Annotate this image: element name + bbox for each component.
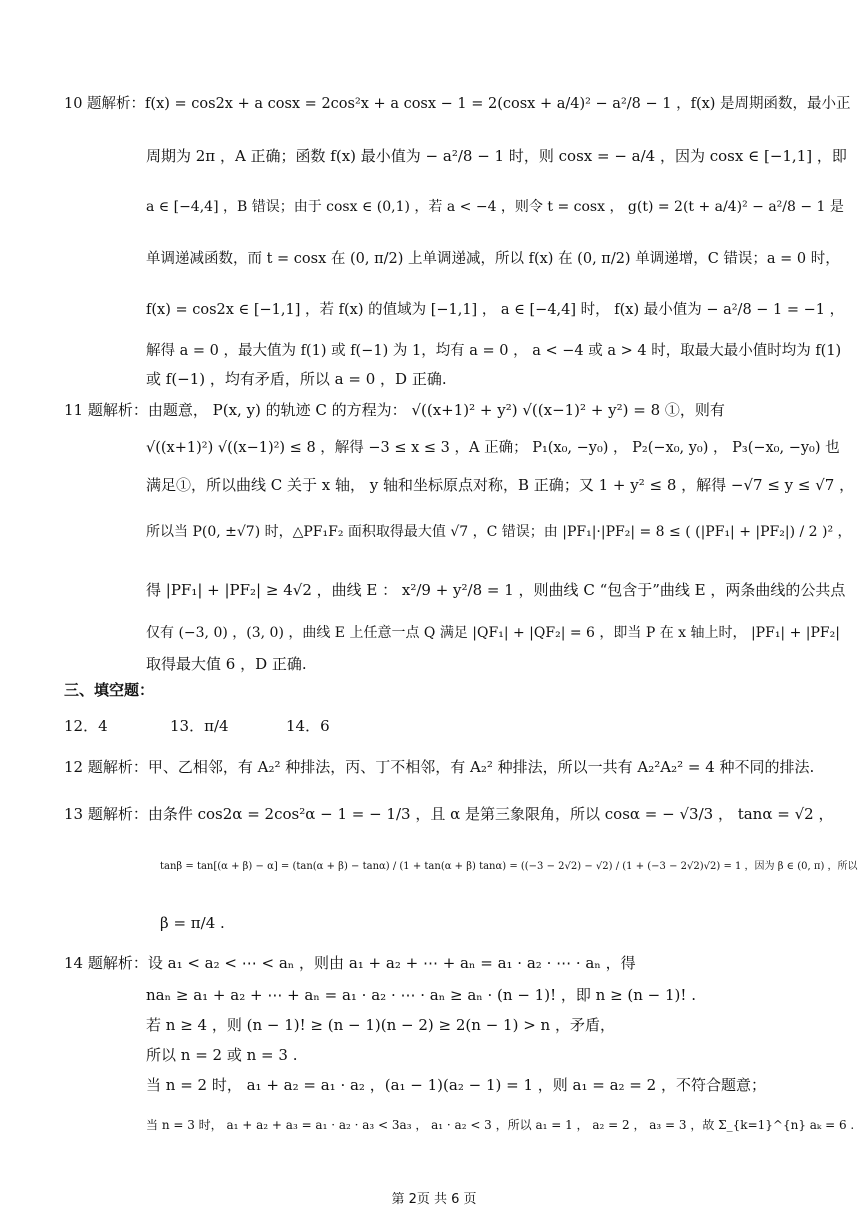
answer-12: 12．4 <box>64 717 108 735</box>
q10-line-2: 周期为 2π ，A 正确；函数 f(x) 最小值为 − a²/8 − 1 时，则 cosx = − a/4 ，因为 cosx ∈ [−1,1] ，即 <box>146 147 847 165</box>
q10-line-6: 解得 a = 0 ，最大值为 f(1) 或 f(−1) 为 1，均有 a = 0 ， a < −4 或 a > 4 时，取最大最小值时均为 f(1) <box>146 343 842 359</box>
q10-line-1: 10 题解析：f(x) = cos2x + a cosx = 2cos²x + a cosx − 1 = 2(cosx + a/4)² − a²/8 − 1 ，f(x) 是周期函数，最小正 <box>64 96 851 112</box>
q11-line-6: 仅有 (−3, 0) ，(3, 0) ，曲线 E 上任意一点 Q 满足 |QF₁| + |QF₂| = 6 ，即当 P 在 x 轴上时， |PF₁| + |PF₂| <box>146 625 840 641</box>
q10-line-4: 单调递减函数，而 t = cosx 在 (0, π/2) 上单调递减，所以 f(x) 在 (0, π/2) 单调递增，C 错误；a = 0 时， <box>146 251 840 267</box>
q14-line-4: 所以 n = 2 或 n = 3 . <box>146 1046 298 1064</box>
q14-line-1: 14 题解析：设 a₁ < a₂ < ⋯ < aₙ ，则由 a₁ + a₂ + ⋯ + aₙ = a₁ · a₂ · ⋯ · aₙ ，得 <box>64 954 636 972</box>
q11-line-7: 取得最大值 6 ，D 正确. <box>146 655 307 673</box>
q10-line-7: 或 f(−1) ，均有矛盾，所以 a = 0 ，D 正确. <box>146 370 447 388</box>
answer-14: 14．6 <box>286 717 330 735</box>
q14-line-6: 当 n = 3 时， a₁ + a₂ + a₃ = a₁ · a₂ · a₃ < 3a₃ ， a₁ · a₂ < 3 ，所以 a₁ = 1 ， a₂ = 2 ， a₃ = 3 ，故 Σ_{k=1}^{n} aₖ = 6 . <box>146 1118 855 1132</box>
q14-line-2: naₙ ≥ a₁ + a₂ + ⋯ + aₙ = a₁ · a₂ · ⋯ · aₙ ≥ aₙ · (n − 1)! ，即 n ≥ (n − 1)! . <box>146 986 696 1004</box>
q13-line-1: 13 题解析：由条件 cos2α = 2cos²α − 1 = − 1/3 ，且 α 是第三象限角，所以 cosα = − √3/3 ， tanα = √2 ， <box>64 805 834 823</box>
q13-line-2: tanβ = tan[(α + β) − α] = (tan(α + β) − tanα) / (1 + tan(α + β) tanα) = ((−3 − 2√2) − √2) / (1 + (−3 − 2√2)√2) = 1 ，因为 β ∈ (0, π) ，所以 <box>160 861 858 872</box>
section-heading-fill-in: 三、填空题： <box>64 681 155 699</box>
q14-line-3: 若 n ≥ 4 ，则 (n − 1)! ≥ (n − 1)(n − 2) ≥ 2(n − 1) > n ，矛盾， <box>146 1016 615 1034</box>
q12-line-1: 12 题解析：甲、乙相邻，有 A₂² 种排法，丙、丁不相邻，有 A₂² 种排法，所以一共有 A₂²A₂² = 4 种不同的排法. <box>64 758 815 776</box>
q13-line-3: β = π/4 . <box>160 914 225 932</box>
q11-line-4: 所以当 P(0, ±√7) 时，△PF₁F₂ 面积取得最大值 √7 ，C 错误；由 |PF₁|·|PF₂| = 8 ≤ ( (|PF₁| + |PF₂|) / 2 )² ， <box>146 524 852 540</box>
q11-line-1: 11 题解析：由题意， P(x, y) 的轨迹 C 的方程为： √((x+1)² + y²) √((x−1)² + y²) = 8 ①，则有 <box>64 401 725 419</box>
q11-line-2: √((x+1)²) √((x−1)²) ≤ 8 ，解得 −3 ≤ x ≤ 3 ，A 正确； P₁(x₀, −y₀) ， P₂(−x₀, y₀) ， P₃(−x₀, −y₀) 也 <box>146 440 840 456</box>
page-footer: 第 2页 共 6 页 <box>391 1192 477 1207</box>
q11-line-5: 得 |PF₁| + |PF₂| ≥ 4√2 ，曲线 E ： x²/9 + y²/8 = 1 ，则曲线 C “包含于”曲线 E ，两条曲线的公共点 <box>146 581 846 599</box>
answer-13: 13．π/4 <box>170 717 229 735</box>
q10-line-3: a ∈ [−4,4] ，B 错误；由于 cosx ∈ (0,1) ，若 a < −4 ，则令 t = cosx ， g(t) = 2(t + a/4)² − a²/8 − 1 是 <box>146 199 844 215</box>
q14-line-5: 当 n = 2 时， a₁ + a₂ = a₁ · a₂ ，(a₁ − 1)(a₂ − 1) = 1 ，则 a₁ = a₂ = 2 ，不符合题意； <box>146 1076 766 1094</box>
q10-line-5: f(x) = cos2x ∈ [−1,1] ，若 f(x) 的值域为 [−1,1] ， a ∈ [−4,4] 时， f(x) 最小值为 − a²/8 − 1 = −1 ， <box>146 302 845 318</box>
q11-line-3: 满足①，所以曲线 C 关于 x 轴， y 轴和坐标原点对称，B 正确；又 1 + y² ≤ 8 ，解得 −√7 ≤ y ≤ √7 ， <box>146 476 855 494</box>
